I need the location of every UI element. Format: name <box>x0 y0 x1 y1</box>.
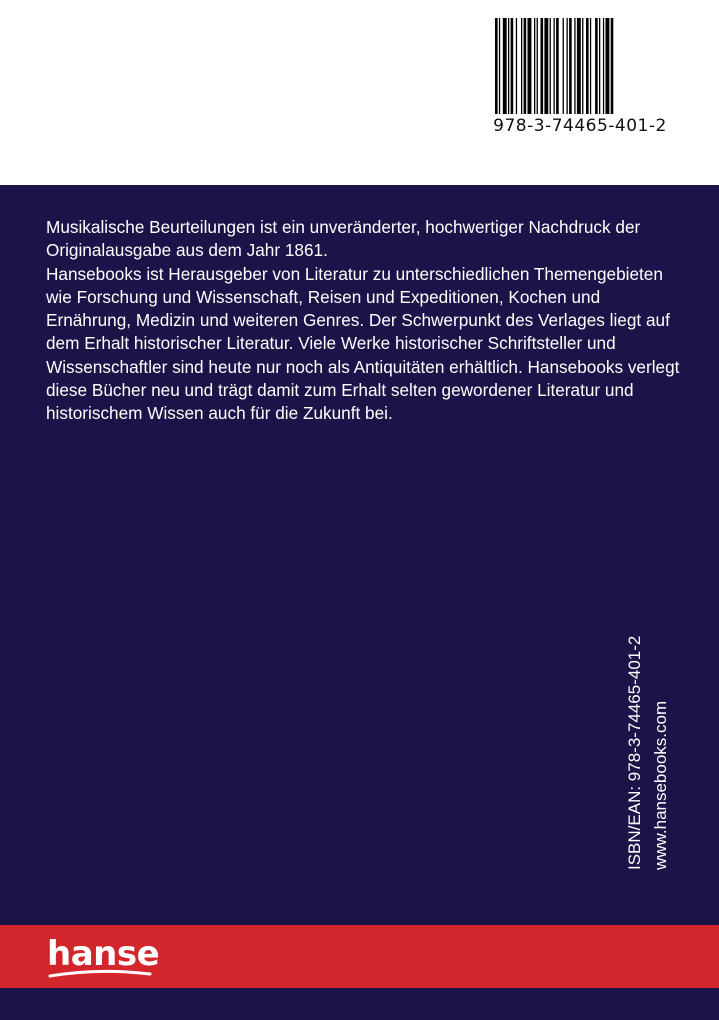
barcode-bars-icon <box>495 18 665 114</box>
top-white-band <box>0 0 719 185</box>
isbn-label: ISBN/EAN: 978-3-74465-401-2 <box>625 635 644 870</box>
hanse-logo: hanse <box>47 934 160 974</box>
bottom-band <box>0 988 719 1020</box>
website-label: www.hansebooks.com <box>651 700 670 870</box>
barcode <box>490 12 670 152</box>
blurb-text <box>46 216 686 426</box>
blurb-paragraph-1: Musikalische Beurteilungen ist ein unveränderter, hochwertiger Nachdruck der Originalausgabe aus dem Jahr 1861. <box>46 217 641 261</box>
back-cover-panel <box>0 185 719 925</box>
barcode-number: 978-3-74465-401-2 <box>493 116 667 136</box>
blurb-paragraph-2: Hansebooks ist Herausgeber von Literatur zu unterschiedlichen Themengebieten wie Forschung und Wissenschaft, Reisen und Expeditionen, Kochen und Ernährung, Medizin und weiteren Genres. Der Schwerpunkt des Verlages liegt auf dem Erhalt historischer Literatur. Viele Werke historischer Schriftsteller und Wissenschaftler sind heute nur noch als Antiquitäten erhältlich. Hansebooks verlegt diese Bücher neu und trägt damit zum Erhalt selten gewordener Literatur und historischem Wissen auch für die Zukunft bei. <box>46 263 680 424</box>
logo-swoosh-icon <box>48 969 152 979</box>
spine-text-block <box>622 490 678 870</box>
